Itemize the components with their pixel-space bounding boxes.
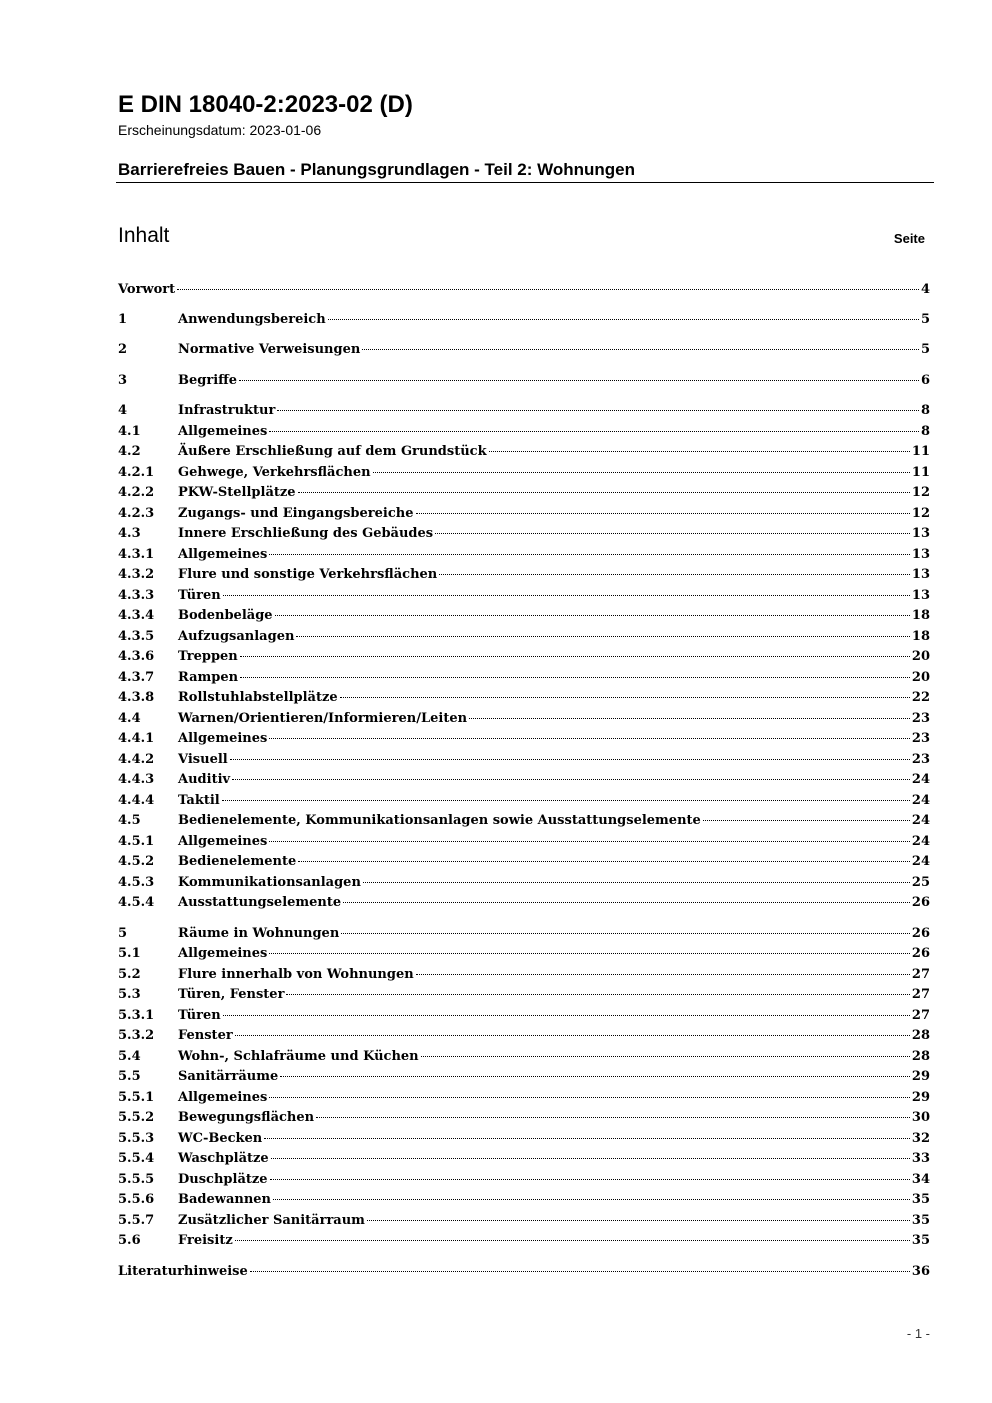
toc-dot-leader (416, 973, 910, 975)
toc-entry-title: Innere Erschließung des Gebäudes (178, 526, 434, 541)
toc-entry-page: 35 (911, 1192, 930, 1207)
document-subtitle: Barrierefreies Bauen - Planungsgrundlagen - Teil 2: Wohnungen (118, 160, 635, 179)
toc-entry-number: 4.3.1 (118, 547, 155, 562)
toc-entry-title: Flure innerhalb von Wohnungen (178, 967, 414, 982)
toc-entry-number: 4.4.2 (118, 752, 155, 767)
toc-dot-leader (703, 819, 910, 821)
toc-dot-leader (269, 952, 910, 954)
toc-dot-leader (362, 348, 919, 350)
toc-entry-page: 4 (920, 282, 930, 297)
toc-entry-number: 5.1 (118, 946, 141, 961)
toc-entry-page: 8 (920, 403, 930, 418)
toc-entry-number: 4.2 (118, 444, 141, 459)
toc-entry-number: 4.2.3 (118, 506, 155, 521)
toc-dot-leader (177, 288, 919, 290)
toc-entry[interactable] (118, 1171, 930, 1189)
toc-page-column-label: Seite (893, 231, 925, 246)
toc-entry-number: 4.4.1 (118, 731, 155, 746)
toc-entry-page: 24 (911, 813, 930, 828)
toc-entry[interactable] (118, 689, 930, 707)
toc-dot-leader (223, 1014, 910, 1016)
toc-entry-page: 26 (911, 926, 930, 941)
toc-dot-leader (435, 532, 910, 534)
toc-dot-leader (235, 1239, 910, 1241)
toc-entry[interactable] (118, 443, 930, 461)
toc-entry-page: 12 (911, 485, 930, 500)
toc-entry[interactable] (118, 853, 930, 871)
toc-entry-page: 35 (911, 1233, 930, 1248)
toc-entry-page: 8 (920, 424, 930, 439)
toc-dot-leader (239, 379, 919, 381)
toc-dot-leader (270, 1178, 910, 1180)
toc-dot-leader (328, 318, 919, 320)
toc-entry[interactable] (118, 986, 930, 1004)
toc-entry-number: 5.5.1 (118, 1090, 155, 1105)
toc-entry-title: Waschplätze (178, 1151, 269, 1166)
toc-entry-number: 1 (118, 312, 128, 327)
toc-entry[interactable] (118, 751, 930, 769)
toc-entry[interactable] (118, 423, 930, 441)
toc-dot-leader (240, 676, 910, 678)
toc-dot-leader (343, 901, 910, 903)
toc-entry-title: Taktil (178, 793, 220, 808)
toc-entry-number: 4.5.3 (118, 875, 155, 890)
toc-heading: Inhalt (118, 224, 170, 247)
toc-entry-title: Wohn-, Schlafräume und Küchen (178, 1049, 419, 1064)
toc-dot-leader (296, 635, 909, 637)
toc-entry-page: 20 (911, 670, 930, 685)
toc-entry-title: Kommunikationsanlagen (178, 875, 361, 890)
toc-dot-leader (489, 450, 910, 452)
toc-dot-leader (222, 799, 910, 801)
toc-dot-leader (269, 553, 910, 555)
toc-entry-title: Ausstattungselemente (178, 895, 342, 910)
toc-entry-page: 24 (911, 793, 930, 808)
toc-entry[interactable] (118, 1263, 930, 1281)
toc-entry-title: Flure und sonstige Verkehrsflächen (178, 567, 438, 582)
toc-dot-leader (264, 1137, 910, 1139)
toc-entry[interactable] (118, 402, 930, 420)
toc-entry-number: 4.3.5 (118, 629, 155, 644)
toc-entry-number: 4.3 (118, 526, 141, 541)
toc-entry[interactable] (118, 1007, 930, 1025)
toc-entry[interactable] (118, 1089, 930, 1107)
toc-entry[interactable] (118, 566, 930, 584)
toc-entry-title: Äußere Erschließung auf dem Grundstück (178, 444, 487, 459)
toc-entry[interactable] (118, 1232, 930, 1250)
toc-entry[interactable] (118, 1191, 930, 1209)
toc-entry-page: 20 (911, 649, 930, 664)
toc-entry-title: Zusätzlicher Sanitärraum (178, 1213, 365, 1228)
toc-entry[interactable] (118, 1150, 930, 1168)
toc-entry-title: Bodenbeläge (178, 608, 273, 623)
toc-entry-number: 4.5.4 (118, 895, 155, 910)
toc-dot-leader (271, 1157, 910, 1159)
toc-entry-page: 27 (911, 967, 930, 982)
toc-entry-title: Treppen (178, 649, 238, 664)
toc-entry-number: 4.4.4 (118, 793, 155, 808)
toc-entry-page: 33 (911, 1151, 930, 1166)
toc-entry[interactable] (118, 484, 930, 502)
toc-entry-title: Allgemeines (178, 731, 268, 746)
toc-entry-number: 5.6 (118, 1233, 141, 1248)
toc-dot-leader (240, 655, 910, 657)
toc-entry-number: 4.3.2 (118, 567, 155, 582)
toc-entry[interactable] (118, 1212, 930, 1230)
toc-entry-title: WC-Becken (178, 1131, 263, 1146)
toc-entry-page: 36 (911, 1264, 930, 1279)
toc-entry[interactable] (118, 894, 930, 912)
toc-dot-leader (340, 696, 910, 698)
toc-entry-title: PKW-Stellplätze (178, 485, 296, 500)
toc-entry[interactable] (118, 607, 930, 625)
toc-entry[interactable] (118, 945, 930, 963)
toc-entry-page: 5 (920, 312, 930, 327)
toc-dot-leader (341, 932, 910, 934)
toc-entry-page: 24 (911, 854, 930, 869)
toc-entry[interactable] (118, 546, 930, 564)
toc-dot-leader (232, 778, 910, 780)
toc-entry-number: 4.1 (118, 424, 141, 439)
toc-entry-number: 5.5.5 (118, 1172, 155, 1187)
toc-dot-leader (421, 1055, 910, 1057)
toc-entry-number: 4.4 (118, 711, 141, 726)
toc-entry-number: 5.2 (118, 967, 141, 982)
toc-entry-title: Aufzugsanlagen (178, 629, 295, 644)
toc-entry-title: Normative Verweisungen (178, 342, 361, 357)
toc-entry-page: 18 (911, 629, 930, 644)
document-title: E DIN 18040-2:2023-02 (D) (118, 91, 413, 118)
toc-entry-page: 23 (911, 731, 930, 746)
toc-dot-leader (280, 1075, 910, 1077)
toc-entry[interactable] (118, 281, 930, 299)
toc-entry-page: 25 (911, 875, 930, 890)
toc-entry-title: Türen, Fenster (178, 987, 285, 1002)
toc-entry[interactable] (118, 966, 930, 984)
toc-entry[interactable] (118, 771, 930, 789)
toc-entry-page: 13 (911, 526, 930, 541)
toc-entry[interactable] (118, 372, 930, 390)
toc-entry-page: 22 (911, 690, 930, 705)
toc-entry-number: 4.3.8 (118, 690, 155, 705)
toc-dot-leader (469, 717, 910, 719)
toc-entry-number: 2 (118, 342, 128, 357)
toc-dot-leader (269, 430, 919, 432)
toc-dot-leader (439, 573, 910, 575)
toc-entry-number: 4.3.3 (118, 588, 155, 603)
toc-dot-leader (275, 614, 910, 616)
toc-entry-page: 34 (911, 1172, 930, 1187)
toc-entry-page: 12 (911, 506, 930, 521)
header-divider (116, 182, 934, 183)
toc-entry-title: Duschplätze (178, 1172, 268, 1187)
toc-entry-number: 4.3.7 (118, 670, 155, 685)
toc-entry-title: Türen (178, 588, 221, 603)
toc-entry[interactable] (118, 648, 930, 666)
toc-entry-page: 28 (911, 1028, 930, 1043)
toc-entry-title: Freisitz (178, 1233, 233, 1248)
toc-dot-leader (273, 1198, 910, 1200)
toc-entry-number: 4.5.2 (118, 854, 155, 869)
toc-entry-number: 4.3.4 (118, 608, 155, 623)
toc-entry-page: 27 (911, 1008, 930, 1023)
toc-dot-leader (367, 1219, 910, 1221)
toc-entry[interactable] (118, 812, 930, 830)
toc-entry[interactable] (118, 1027, 930, 1045)
toc-dot-leader (298, 491, 910, 493)
toc-entry-page: 27 (911, 987, 930, 1002)
toc-entry-page: 11 (911, 465, 930, 480)
toc-entry[interactable] (118, 1109, 930, 1127)
toc-entry-title: Allgemeines (178, 946, 268, 961)
toc-dot-leader (269, 840, 910, 842)
toc-entry-page: 6 (920, 373, 930, 388)
toc-entry-page: 29 (911, 1090, 930, 1105)
toc-entry-number: 4 (118, 403, 128, 418)
toc-entry-title: Räume in Wohnungen (178, 926, 340, 941)
toc-entry[interactable] (118, 730, 930, 748)
toc-entry-title: Infrastruktur (178, 403, 276, 418)
toc-entry-title: Türen (178, 1008, 221, 1023)
toc-entry[interactable] (118, 464, 930, 482)
toc-entry-title: Badewannen (178, 1192, 272, 1207)
toc-entry[interactable] (118, 1130, 930, 1148)
toc-entry-page: 13 (911, 547, 930, 562)
toc-dot-leader (269, 737, 910, 739)
page-number: - 1 - (906, 1326, 930, 1341)
toc-dot-leader (223, 594, 910, 596)
toc-entry[interactable] (118, 710, 930, 728)
toc-entry-title: Zugangs- und Eingangsbereiche (178, 506, 414, 521)
toc-dot-leader (286, 993, 909, 995)
toc-entry-page: 11 (911, 444, 930, 459)
toc-entry-number: 5.3 (118, 987, 141, 1002)
toc-entry[interactable] (118, 505, 930, 523)
toc-dot-leader (277, 409, 919, 411)
toc-entry-title: Allgemeines (178, 834, 268, 849)
toc-entry-page: 26 (911, 895, 930, 910)
toc-entry[interactable] (118, 874, 930, 892)
toc-dot-leader (363, 881, 910, 883)
toc-entry-title: Rollstuhlabstellplätze (178, 690, 338, 705)
toc-entry-number: 5.3.2 (118, 1028, 155, 1043)
toc-entry-title: Auditiv (178, 772, 231, 787)
toc-entry-title: Allgemeines (178, 547, 268, 562)
toc-entry-number: 5.5.3 (118, 1131, 155, 1146)
toc-entry-title: Begriffe (178, 373, 238, 388)
toc-dot-leader (269, 1096, 910, 1098)
toc-entry[interactable] (118, 669, 930, 687)
toc-entry-number: 5 (118, 926, 128, 941)
toc-entry-number: 4.2.2 (118, 485, 155, 500)
toc-dot-leader (235, 1034, 910, 1036)
toc-entry-page: 13 (911, 588, 930, 603)
toc-entry-title: Bewegungsflächen (178, 1110, 315, 1125)
toc-entry[interactable] (118, 1048, 930, 1066)
toc-entry-title: Sanitärräume (178, 1069, 279, 1084)
toc-entry-page: 30 (911, 1110, 930, 1125)
toc-entry-title: Bedienelemente (178, 854, 297, 869)
toc-entry-page: 32 (911, 1131, 930, 1146)
toc-entry-page: 26 (911, 946, 930, 961)
toc-entry[interactable] (118, 311, 930, 329)
toc-entry[interactable] (118, 833, 930, 851)
toc-entry-page: 24 (911, 834, 930, 849)
publication-date: Erscheinungsdatum: 2023-01-06 (118, 122, 322, 138)
toc-entry-number: 3 (118, 373, 128, 388)
toc-entry-page: 23 (911, 711, 930, 726)
toc-entry-page: 24 (911, 772, 930, 787)
toc-entry-number: 5.4 (118, 1049, 141, 1064)
toc-entry-number: 5.3.1 (118, 1008, 155, 1023)
toc-entry-title: Allgemeines (178, 1090, 268, 1105)
toc-entry-number: 4.5.1 (118, 834, 155, 849)
toc-dot-leader (416, 512, 910, 514)
toc-entry-number: 4.2.1 (118, 465, 155, 480)
toc-dot-leader (230, 758, 910, 760)
toc-entry-title: Literaturhinweise (118, 1264, 248, 1279)
toc-entry-page: 28 (911, 1049, 930, 1064)
toc-entry-title: Rampen (178, 670, 239, 685)
toc-dot-leader (298, 860, 910, 862)
toc-entry-page: 18 (911, 608, 930, 623)
toc-entry-page: 23 (911, 752, 930, 767)
toc-entry-title: Anwendungsbereich (178, 312, 326, 327)
toc-entry-page: 35 (911, 1213, 930, 1228)
toc-entry-number: 5.5.7 (118, 1213, 155, 1228)
toc-entry-title: Vorwort (118, 282, 176, 297)
toc-entry[interactable] (118, 628, 930, 646)
toc-entry[interactable] (118, 792, 930, 810)
toc-entry-page: 5 (920, 342, 930, 357)
toc-entry-number: 5.5.6 (118, 1192, 155, 1207)
toc-dot-leader (250, 1270, 910, 1272)
toc-entry[interactable] (118, 587, 930, 605)
toc-entry-title: Bedienelemente, Kommunikationsanlagen sowie Ausstattungselemente (178, 813, 701, 828)
toc-entry-number: 5.5 (118, 1069, 141, 1084)
toc-entry-number: 4.4.3 (118, 772, 155, 787)
toc-entry[interactable] (118, 925, 930, 943)
toc-entry-title: Fenster (178, 1028, 233, 1043)
toc-entry-page: 29 (911, 1069, 930, 1084)
toc-entry-number: 4.3.6 (118, 649, 155, 664)
toc-entry-title: Gehwege, Verkehrsflächen (178, 465, 371, 480)
toc-entry-title: Visuell (178, 752, 228, 767)
toc-dot-leader (316, 1116, 910, 1118)
toc-entry[interactable] (118, 525, 930, 543)
toc-entry-title: Warnen/Orientieren/Informieren/Leiten (178, 711, 468, 726)
toc-entry-number: 5.5.2 (118, 1110, 155, 1125)
toc-dot-leader (373, 471, 910, 473)
toc-entry-page: 13 (911, 567, 930, 582)
toc-entry[interactable] (118, 1068, 930, 1086)
toc-entry[interactable] (118, 341, 930, 359)
toc-entry-number: 4.5 (118, 813, 141, 828)
toc-entry-number: 5.5.4 (118, 1151, 155, 1166)
toc-entry-title: Allgemeines (178, 424, 268, 439)
